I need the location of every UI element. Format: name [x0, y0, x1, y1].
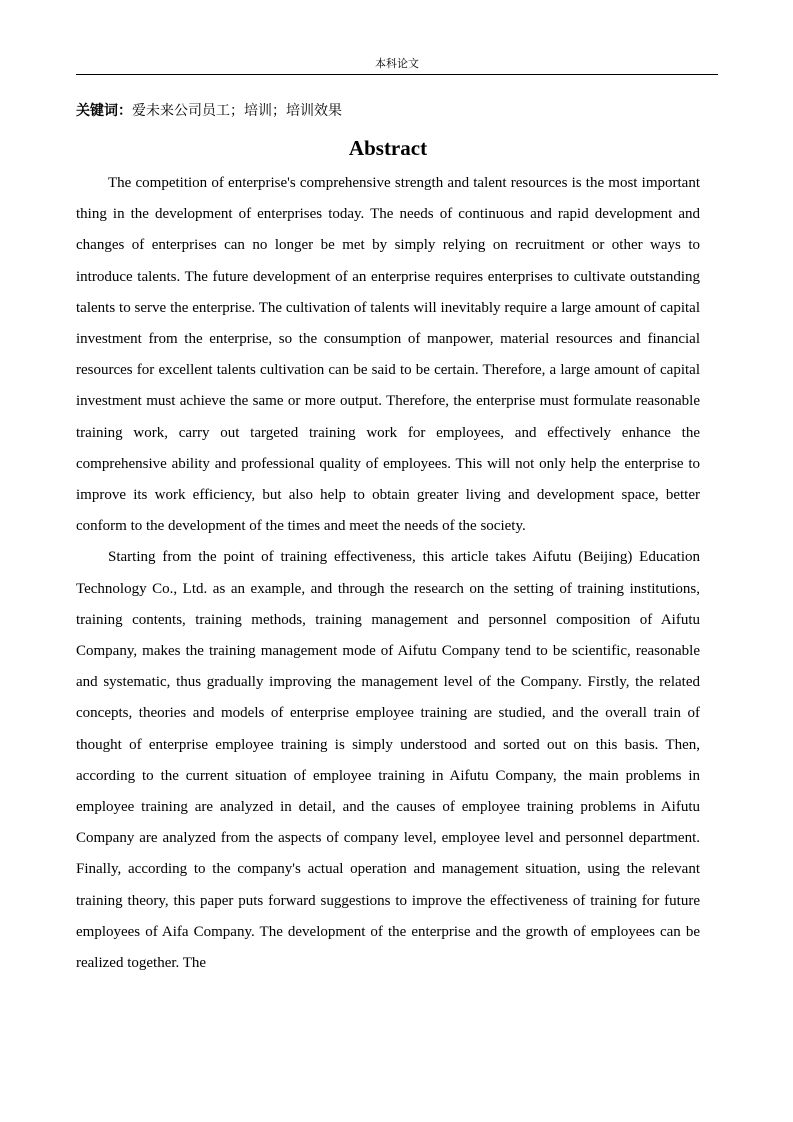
header-title: 本科论文 [375, 58, 419, 70]
page-header [76, 56, 718, 75]
page-content [76, 100, 700, 979]
keywords-line [76, 100, 700, 122]
abstract-paragraph-2: Starting from the point of training effectiveness, this article takes Aifutu (Beijing) Education Technology Co., Ltd. as an example, and through the research on the setting of training institutions, training contents, training methods, training management and personnel composition of Aifutu Company, makes the training management mode of Aifutu Company tend to be scientific, reasonable and systematic, thus gradually improving the management level of the Company. Firstly, the related concepts, theories and models of enterprise employee training are studied, and the overall train of thought of enterprise employee training is simply understood and sorted out on this basis. Then, according to the current situation of employee training in Aifutu Company, the main problems in employee training are analyzed in detail, and the causes of employee training problems in Aifutu Company are analyzed from the aspects of company level, employee level and personnel department. Finally, according to the company's actual operation and management situation, using the relevant training theory, this paper puts forward suggestions to improve the effectiveness of training for future employees of Aifa Company. The development of the enterprise and the growth of employees can be realized together. The [76, 549, 700, 972]
keywords-text: 爱未来公司员工；培训；培训效果 [132, 103, 342, 119]
abstract-title: Abstract [348, 136, 428, 160]
abstract-paragraph-1: The competition of enterprise's comprehensive strength and talent resources is the most important thing in the development of enterprises today. The needs of continuous and rapid development and changes of enterprises can no longer be met by simply relying on recruitment or other ways to introduce talents. The future development of an enterprise requires enterprises to cultivate outstanding talents to serve the enterprise. The cultivation of talents will inevitably require a large amount of capital investment from the enterprise, so the consumption of manpower, material resources and financial resources for excellent talents cultivation can be said to be certain. Therefore, a large amount of capital investment must achieve the same or more output. Therefore, the enterprise must formulate reasonable training work, carry out targeted training work for employees, and effectively enhance the comprehensive ability and professional quality of employees. This will not only help the enterprise to improve its work efficiency, but also help to obtain greater living and development space, better conform to the development of the times and meet the needs of the society. [76, 175, 700, 535]
keywords-label: 关键词： [76, 103, 132, 119]
